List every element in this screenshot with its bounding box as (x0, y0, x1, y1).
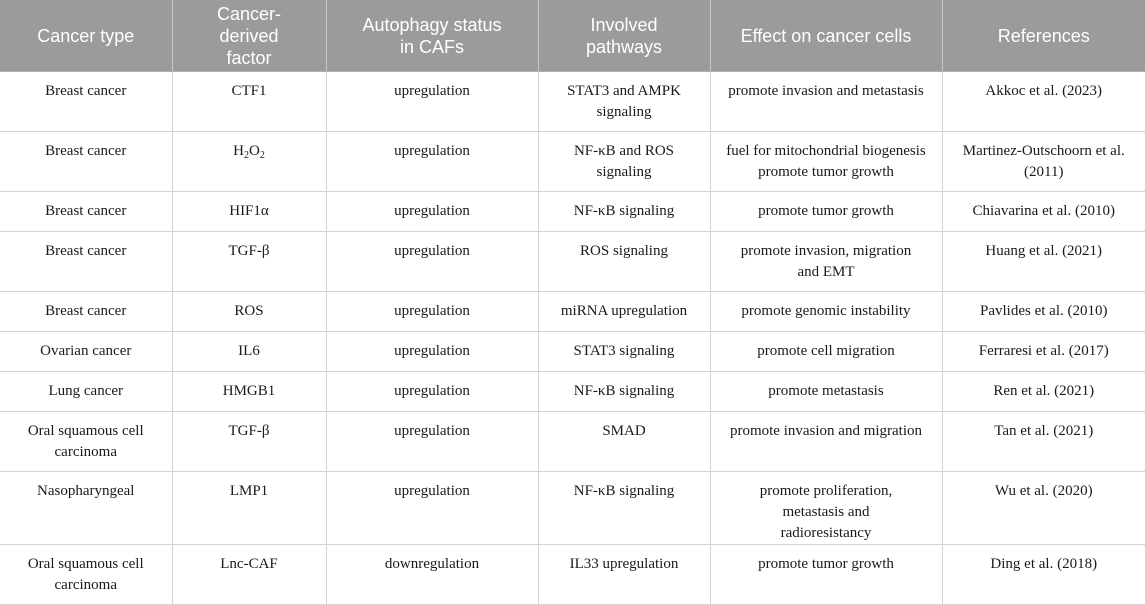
table-header (0, 0, 1145, 72)
table-row (0, 292, 1145, 332)
cell-effect: promote invasion and metastasis (710, 72, 942, 132)
cell-reference: Martinez-Outschoorn et al. (2011) (942, 132, 1145, 192)
header-references: References (942, 0, 1145, 72)
cell-status: upregulation (326, 192, 538, 232)
cell-cancer-type: Breast cancer (0, 232, 172, 292)
cell-status: upregulation (326, 292, 538, 332)
cell-effect: promote tumor growth (710, 192, 942, 232)
table-row (0, 545, 1145, 605)
cell-pathways: miRNA upregulation (538, 292, 710, 332)
cell-effect: promote cell migration (710, 332, 942, 372)
cell-pathways: NF-κB and ROS signaling (538, 132, 710, 192)
header-autophagy-status: Autophagy status in CAFs (326, 0, 538, 72)
cell-pathways: IL33 upregulation (538, 545, 710, 605)
cell-effect: promote proliferation, metastasis and radioresistancy (710, 472, 942, 545)
cell-effect: promote metastasis (710, 372, 942, 412)
cell-effect: promote genomic instability (710, 292, 942, 332)
table-row (0, 332, 1145, 372)
cell-cancer-type: Ovarian cancer (0, 332, 172, 372)
cell-reference: Chiavarina et al. (2010) (942, 192, 1145, 232)
cell-status: upregulation (326, 232, 538, 292)
cell-status: upregulation (326, 472, 538, 545)
cell-cancer-type: Breast cancer (0, 192, 172, 232)
cell-status: downregulation (326, 545, 538, 605)
cell-pathways: SMAD (538, 412, 710, 472)
cell-cancer-type: Breast cancer (0, 292, 172, 332)
cell-pathways: NF-κB signaling (538, 472, 710, 545)
factor-base: H (233, 143, 244, 159)
header-cancer-derived-factor: Cancer-derived factor (172, 0, 326, 72)
table-row (0, 132, 1145, 192)
cell-pathways: NF-κB signaling (538, 192, 710, 232)
header-involved-pathways: Involved pathways (538, 0, 710, 72)
factor-subscript: 2 (259, 150, 265, 161)
cell-factor: HIF1α (172, 192, 326, 232)
header-row (0, 0, 1145, 72)
cell-cancer-type: Breast cancer (0, 72, 172, 132)
table-row (0, 232, 1145, 292)
table-row (0, 192, 1145, 232)
cell-effect: promote invasion, migration and EMT (710, 232, 942, 292)
cell-factor: Lnc-CAF (172, 545, 326, 605)
cell-factor: TGF-β (172, 412, 326, 472)
cell-effect: promote invasion and migration (710, 412, 942, 472)
cell-cancer-type: Oral squamous cell carcinoma (0, 545, 172, 605)
cell-reference: Huang et al. (2021) (942, 232, 1145, 292)
cell-reference: Ren et al. (2021) (942, 372, 1145, 412)
cell-status: upregulation (326, 372, 538, 412)
factor-subscript: 2 (244, 150, 249, 161)
cell-pathways: ROS signaling (538, 232, 710, 292)
cell-factor: TGF-β (172, 232, 326, 292)
cell-pathways: STAT3 and AMPK signaling (538, 72, 710, 132)
cell-factor: ROS (172, 292, 326, 332)
cell-pathways: STAT3 signaling (538, 332, 710, 372)
cell-factor: CTF1 (172, 72, 326, 132)
header-effect-on-cancer-cells: Effect on cancer cells (710, 0, 942, 72)
cell-status: upregulation (326, 332, 538, 372)
cell-factor (172, 132, 326, 192)
table-row (0, 412, 1145, 472)
cell-pathways: NF-κB signaling (538, 372, 710, 412)
cell-cancer-type: Lung cancer (0, 372, 172, 412)
cell-reference: Ding et al. (2018) (942, 545, 1145, 605)
cell-status: upregulation (326, 412, 538, 472)
table-body (0, 72, 1145, 605)
cell-factor: LMP1 (172, 472, 326, 545)
table-row (0, 372, 1145, 412)
cell-reference: Ferraresi et al. (2017) (942, 332, 1145, 372)
header-cancer-type: Cancer type (0, 0, 172, 72)
cell-status: upregulation (326, 72, 538, 132)
cell-status: upregulation (326, 132, 538, 192)
cell-cancer-type: Oral squamous cell carcinoma (0, 412, 172, 472)
cell-reference: Pavlides et al. (2010) (942, 292, 1145, 332)
cell-reference: Tan et al. (2021) (942, 412, 1145, 472)
cell-reference: Wu et al. (2020) (942, 472, 1145, 545)
table-row (0, 72, 1145, 132)
cell-cancer-type: Breast cancer (0, 132, 172, 192)
factor-mid: O (249, 143, 260, 159)
cell-effect: promote tumor growth (710, 545, 942, 605)
cell-reference: Akkoc et al. (2023) (942, 72, 1145, 132)
cell-factor: IL6 (172, 332, 326, 372)
cell-effect: fuel for mitochondrial biogenesis promote tumor growth (710, 132, 942, 192)
cell-factor: HMGB1 (172, 372, 326, 412)
cell-cancer-type: Nasopharyngeal (0, 472, 172, 545)
table-row (0, 472, 1145, 545)
